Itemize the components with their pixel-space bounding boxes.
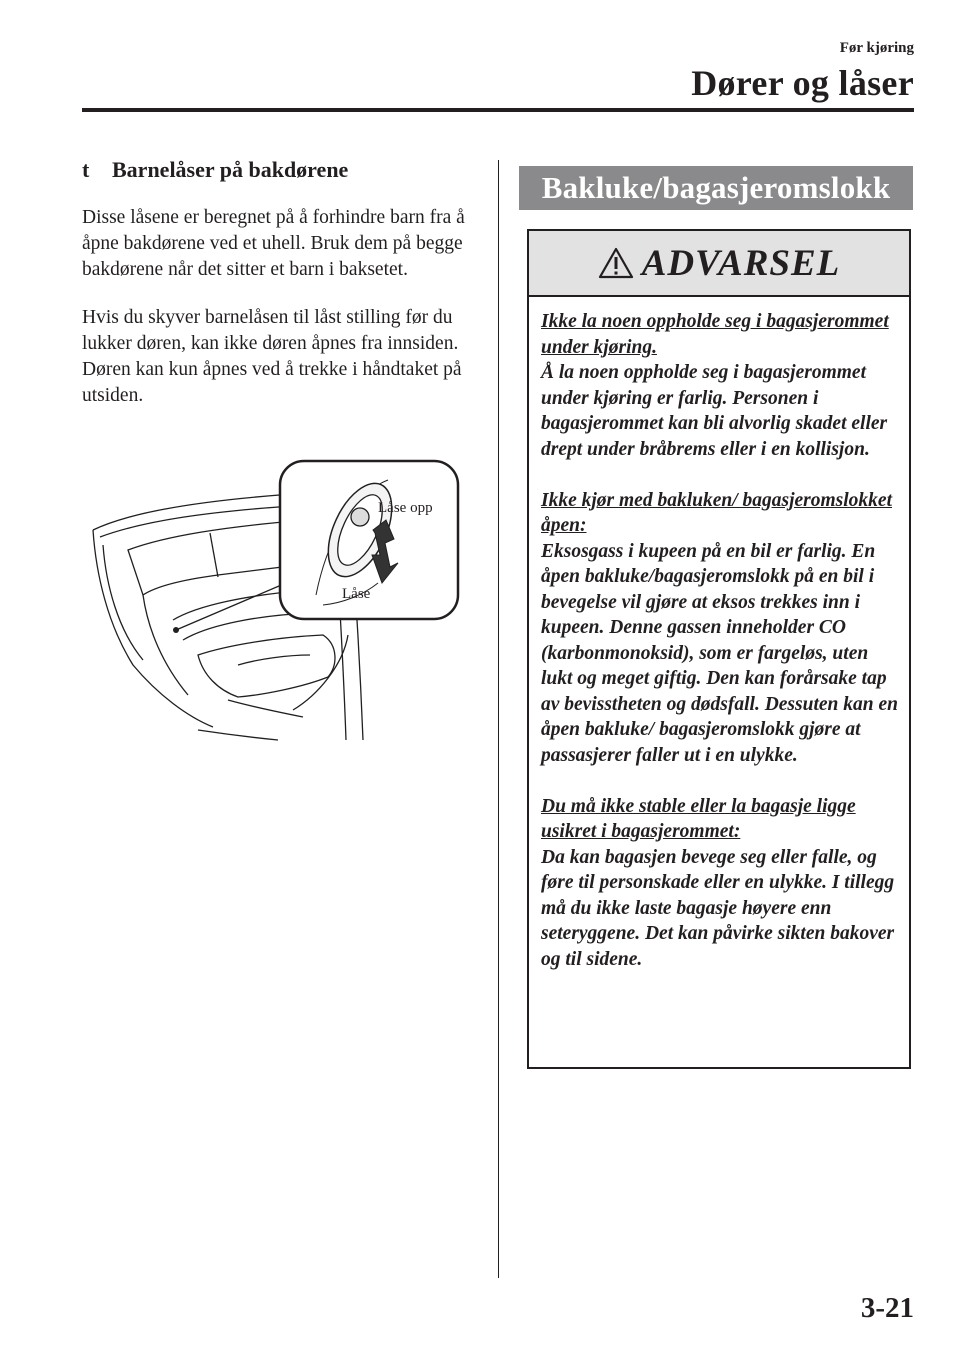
- subsection-heading: [82, 155, 478, 185]
- door-illustration: [88, 455, 468, 745]
- warning-block: [541, 488, 899, 769]
- header-section-label: Før kjøring: [839, 40, 914, 56]
- page-title: Dører og låser: [691, 63, 914, 103]
- header-rule: [82, 108, 914, 112]
- paragraph: Hvis du skyver barnelåsen til låst stilling før du lukker døren, kan ikke døren åpnes fra innsiden. Døren kan kun åpnes ved å trekke i håndtaket på utsiden.: [82, 307, 462, 406]
- lock-label: Låse: [342, 586, 371, 602]
- child-lock-illustration: [88, 455, 468, 745]
- warning-header: [529, 231, 909, 297]
- left-column: [82, 155, 478, 431]
- column-divider: [498, 160, 499, 1278]
- warning-body: [529, 297, 909, 972]
- warning-title: ADVARSEL: [641, 242, 841, 284]
- warning-block-text: Å la noen oppholde seg i bagasjerommet under kjøring er farlig. Personen i bagasjerommet kan bli alvorlig skadet eller drept under bråbrems eller i en kollisjon.: [541, 362, 888, 460]
- warning-block-heading: Ikke kjør med bakluken/ bagasjeromslokket åpen:: [541, 489, 892, 536]
- heading-bullet: t: [82, 157, 90, 182]
- warning-block: [541, 794, 899, 973]
- warning-block: [541, 309, 899, 462]
- page-number: 3-21: [860, 1292, 914, 1324]
- subsection-heading-text: Barnelåser på bakdørene: [112, 157, 349, 182]
- warning-block-text: Da kan bagasjen bevege seg eller falle, og føre til personskade eller en ulykke. I tillegg må du ikke laste bagasje høyere enn seteryggene. Det kan påvirke sikten bakover og til sidene.: [541, 846, 895, 970]
- paragraph: Disse låsene er beregnet på å forhindre barn fra å åpne bakdørene ved et uhell. Bruk dem på begge bakdørene når det sitter et barn i baksetet.: [82, 207, 465, 280]
- section-title-bar: Bakluke/bagasjeromslokk: [519, 166, 913, 210]
- warning-block-text: Eksosgass i kupeen på en bil er farlig. En åpen bakluke/bagasjeromslokk på en bil i bevegelse vil gjøre at eksos trekkes inn i kupeen. Denne gassen inneholder CO (karbonmonoksid), som er fargeløs, uten lukt og meget giftig. Den kan forårsake tap av bevisstheten og dødsfall. Dessuten kan en åpen bakluke/ bagasjeromslokk gjøre at passasjerer faller ut i en ulykke.: [541, 540, 898, 766]
- warning-block-heading: Ikke la noen oppholde seg i bagasjerommet under kjøring.: [541, 311, 889, 358]
- unlock-label: Låse opp: [378, 500, 433, 516]
- warning-block-heading: Du må ikke stable eller la bagasje ligge usikret i bagasjerommet:: [541, 795, 856, 842]
- warning-triangle-icon: [598, 247, 634, 279]
- warning-box: [527, 229, 911, 1069]
